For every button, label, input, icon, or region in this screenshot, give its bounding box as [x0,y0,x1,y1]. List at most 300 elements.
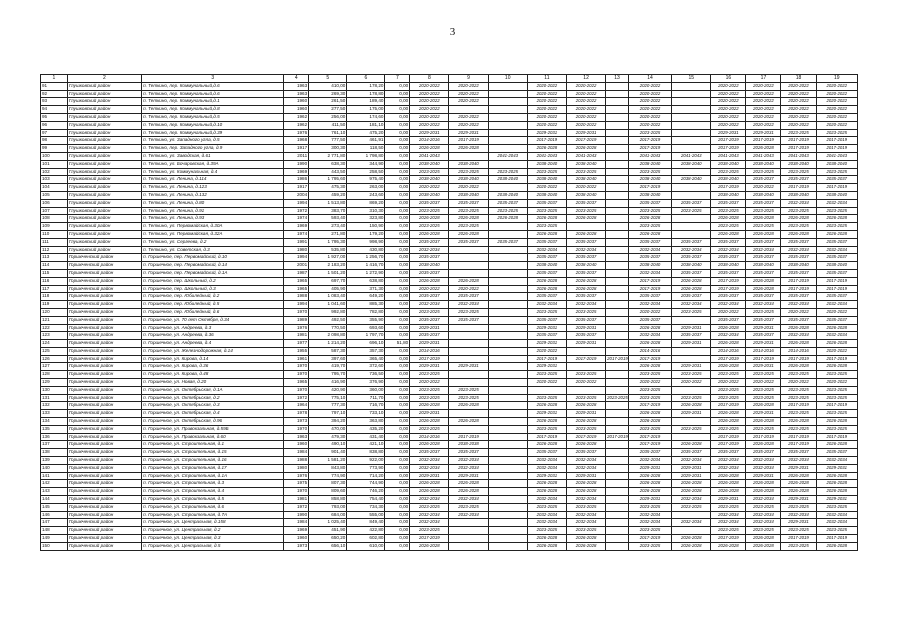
table-cell: 2020-2022 [711,90,746,98]
table-cell: 0,00 [385,394,410,402]
table-cell: 744,90 [347,480,385,488]
table-cell: Горшеченский район [67,332,141,340]
table-cell: 2017-2019 [816,535,857,543]
table-cell: 0,00 [385,480,410,488]
table-cell: 2020-2022 [781,379,816,387]
table-cell [606,223,629,231]
table-cell: 1960 [284,106,309,114]
table-cell: 2017-2019 [781,285,816,293]
table-cell [488,425,527,433]
table-cell: 1 025,40 [309,519,347,527]
table-cell: 2023-2025 [488,207,527,215]
table-cell [488,464,527,472]
table-cell: 94 [41,106,68,114]
table-cell: 1972 [284,394,309,402]
table-cell: 2020-2022 [711,379,746,387]
table-cell: 2026-2028 [746,230,781,238]
table-cell: 2014-2016 [781,347,816,355]
table-cell: 96 [41,121,68,129]
table-cell: 2035-2037 [628,316,671,324]
table-cell: 2023-2025 [449,207,488,215]
table-cell: 2032-2034 [672,496,711,504]
table-cell: 1970 [284,386,309,394]
table-cell: 734,30 [347,503,385,511]
table-cell: 2017-2019 [711,137,746,145]
table-cell: п. Горшечное, ул. Строительная, д.7А [142,511,284,519]
table-cell: 0,00 [385,277,410,285]
table-cell: 147 [41,519,68,527]
table-cell: 0,00 [385,355,410,363]
table-cell: 125 [41,347,68,355]
table-cell: 0,00 [385,113,410,121]
table-cell: п. Теткино, ул. Ленина, д.123 [142,184,284,192]
table-cell: 2023-2025 [816,168,857,176]
table-cell: п. Теткино, ул. Сергеева, д.2 [142,238,284,246]
table-cell: 150,90 [347,223,385,231]
table-cell: 2017-2019 [746,433,781,441]
table-cell: 2026-2028 [711,340,746,348]
table-cell [672,386,711,394]
table-cell: 2038-2040 [746,160,781,168]
table-cell: 2026-2028 [781,480,816,488]
table-cell: 2032-2034 [781,332,816,340]
table-cell: 2020-2022 [566,379,605,387]
table-cell [672,191,711,199]
table-cell: 593,40 [309,215,347,223]
table-cell: 142 [41,480,68,488]
table-cell [672,129,711,137]
table-cell [606,316,629,324]
table-cell: Горшеченский район [67,293,141,301]
table-cell [606,347,629,355]
table-row [41,269,858,277]
table-row [41,262,858,270]
table-cell: 2038-2040 [527,262,566,270]
table-cell: 2032-2034 [628,246,671,254]
table-cell: 310,30 [347,207,385,215]
table-cell: 2023-2025 [410,223,449,231]
table-row [41,480,858,488]
table-cell: 0,00 [385,542,410,550]
column-header: 12 [566,75,605,83]
table-cell: 2035-2037 [816,449,857,457]
table-cell: 135 [41,425,68,433]
table-cell: 1976 [284,129,309,137]
table-cell: 2038-2040 [410,160,449,168]
table-cell [606,535,629,543]
table-cell: 0,00 [385,254,410,262]
table-cell: 2032-2034 [816,457,857,465]
table-cell: 2038-2040 [527,176,566,184]
table-cell: 2029-2031 [672,410,711,418]
table-cell: 2041-2043 [781,152,816,160]
table-cell: 2023-2025 [449,394,488,402]
table-cell: 2029-2031 [410,340,449,348]
table-cell: 885,30 [347,301,385,309]
table-cell: п. Теткино, ул. Ленина, д.80 [142,199,284,207]
table-cell [488,410,527,418]
table-cell: Горшеченский район [67,418,141,426]
table-cell: Глушковский район [67,137,141,145]
table-cell [606,332,629,340]
table-cell: 2032-2034 [781,301,816,309]
table-row [41,230,858,238]
table-cell: 2026-2028 [746,542,781,550]
table-cell: 733,10 [347,410,385,418]
table-cell: 2035-2037 [410,254,449,262]
table-cell: Глушковский район [67,98,141,106]
table-cell [488,137,527,145]
table-cell: 2020-2022 [781,82,816,90]
table-cell [606,262,629,270]
table-cell [606,207,629,215]
table-cell: 2026-2028 [527,215,566,223]
table-cell: 2023-2025 [566,394,605,402]
table-cell: 2017-2019 [628,433,671,441]
table-cell: 2020-2022 [566,90,605,98]
table-cell: 2035-2037 [566,293,605,301]
table-cell: Горшеченский район [67,285,141,293]
table-cell [488,379,527,387]
table-cell [449,324,488,332]
table-cell: 1 041,60 [309,301,347,309]
column-header: 14 [628,75,671,83]
table-cell: 2029-2031 [628,496,671,504]
table-cell: 2017-2019 [816,145,857,153]
table-cell: 2017-2019 [711,402,746,410]
table-cell: 2032-2034 [711,246,746,254]
table-cell: 2026-2028 [746,480,781,488]
table-cell: 2020-2022 [566,98,605,106]
table-cell: 2035-2037 [781,176,816,184]
table-cell: 696,10 [347,340,385,348]
table-cell: 2026-2028 [628,363,671,371]
table-cell: 650,20 [309,535,347,543]
table-cell: 2038-2040 [566,191,605,199]
table-cell: 2032-2034 [781,246,816,254]
table-cell [672,106,711,114]
table-cell: 140 [41,464,68,472]
table-cell [606,238,629,246]
table-cell: п. Горшечное, ул. Кирова, д.36 [142,363,284,371]
table-cell: 2023-2025 [449,503,488,511]
table-cell: 2026-2028 [746,277,781,285]
table-cell: 843,80 [309,464,347,472]
table-cell: 2026-2028 [711,363,746,371]
table-cell [606,441,629,449]
table-cell: 2026-2028 [711,230,746,238]
table-cell [488,301,527,309]
table-cell: п. Теткино, ул. Коммунальная, д.4 [142,168,284,176]
table-cell: 2023-2025 [816,527,857,535]
table-cell: 2026-2028 [746,535,781,543]
table-cell: 2023-2025 [410,207,449,215]
table-cell: 2035-2037 [566,449,605,457]
table-cell: 2032-2034 [410,511,449,519]
table-cell: 2035-2037 [711,316,746,324]
table-cell [488,457,527,465]
table-cell: 2026-2028 [711,418,746,426]
table-cell: 2023-2025 [816,207,857,215]
table-cell [606,90,629,98]
table-cell [488,488,527,496]
table-cell: 2023-2025 [781,371,816,379]
table-cell: 2026-2028 [672,277,711,285]
table-cell: Горшеченский район [67,527,141,535]
table-cell: 2035-2037 [746,332,781,340]
table-cell: 372,60 [347,363,385,371]
table-cell: 243,60 [347,191,385,199]
table-cell: 1 513,80 [309,199,347,207]
table-row [41,332,858,340]
table-cell: 2038-2040 [410,262,449,270]
table-cell: 1 214,20 [309,340,347,348]
table-cell: 2038-2040 [628,176,671,184]
table-cell: 269,30 [309,90,347,98]
table-cell: п. Горшечное, ул. Строительная, д.6 [142,503,284,511]
table-cell: 770,50 [309,324,347,332]
table-cell: 2020-2022 [816,379,857,387]
table-cell [606,496,629,504]
table-cell: 2032-2034 [746,246,781,254]
table-cell: 2038-2040 [527,160,566,168]
table-cell: 2026-2028 [566,441,605,449]
table-cell: 2026-2028 [816,472,857,480]
table-cell: 0,00 [385,379,410,387]
table-cell: 2035-2037 [628,238,671,246]
table-cell [606,511,629,519]
table-cell: 2020-2022 [711,308,746,316]
table-cell: 2023-2025 [410,394,449,402]
table-cell: п. Горшечное, ул. Октябрьская, д.4 [142,410,284,418]
table-cell: 2026-2028 [566,402,605,410]
table-cell: Горшеченский район [67,496,141,504]
table-cell: 2041-2043 [628,152,671,160]
table-cell [672,184,711,192]
table-cell: п. Горшечное, пер. Школьный, д.2 [142,277,284,285]
table-cell: 132 [41,402,68,410]
table-cell: 2026-2028 [628,480,671,488]
table-cell: 2017-2019 [711,184,746,192]
table-cell: 2017-2019 [781,441,816,449]
table-cell: 2032-2034 [628,332,671,340]
table-cell: 2038-2040 [781,191,816,199]
table-cell: 2020-2022 [746,121,781,129]
table-cell: Глушковский район [67,238,141,246]
table-cell: 2014-2016 [711,347,746,355]
table-cell: 2017-2019 [628,441,671,449]
table-cell: 2023-2025 [672,207,711,215]
table-cell [606,480,629,488]
table-cell: Горшеченский район [67,480,141,488]
table-cell: 2020-2022 [746,106,781,114]
table-cell: 2023-2025 [781,129,816,137]
table-cell: 2023-2025 [527,371,566,379]
table-cell [488,121,527,129]
table-cell: 2023-2025 [711,207,746,215]
table-cell: 2038-2040 [449,176,488,184]
table-cell: Глушковский район [67,191,141,199]
table-row [41,316,858,324]
table-cell: 2038-2040 [672,160,711,168]
table-cell: 2017-2019 [606,355,629,363]
table-cell: 2035-2037 [711,449,746,457]
table-cell: 684,00 [309,511,347,519]
table-cell: 602,80 [347,535,385,543]
table-cell: п. Горшечное, ул. Кирова, д.48 [142,371,284,379]
table-cell: 2017-2019 [816,277,857,285]
table-cell: 2023-2025 [566,371,605,379]
table-cell: 2026-2028 [746,488,781,496]
table-cell: 104 [41,184,68,192]
table-cell: п. Теткино, ул. Ленина, д.91 [142,207,284,215]
table-cell: п. Теткино, пер. Коммунальный,д.5 [142,113,284,121]
table-cell: 2020-2022 [449,90,488,98]
table-cell: п. Горшечное, пер. Первомайский, д.1А [142,269,284,277]
table-cell: 2023-2025 [746,425,781,433]
table-cell [672,316,711,324]
table-cell: 2035-2037 [410,238,449,246]
table-cell: 355,90 [347,316,385,324]
table-cell: 2020-2022 [410,90,449,98]
table-cell: 2020-2022 [628,379,671,387]
table-cell: 2026-2028 [711,215,746,223]
table-cell [449,254,488,262]
table-cell: 1964 [284,402,309,410]
table-cell: 2023-2025 [628,527,671,535]
table-cell: 1976 [284,472,309,480]
table-cell: 1960 [284,98,309,106]
table-cell: 2032-2034 [781,511,816,519]
table-cell [488,230,527,238]
table-cell: 2038-2040 [410,176,449,184]
table-cell: 178,80 [347,90,385,98]
table-cell: 2026-2028 [410,418,449,426]
table-cell [449,262,488,270]
table-cell: 2020-2022 [410,184,449,192]
table-cell [606,425,629,433]
table-cell: Горшеченский район [67,371,141,379]
table-cell: 1978 [284,410,309,418]
table-cell [606,191,629,199]
table-cell: 2026-2028 [449,230,488,238]
table-cell: 0,00 [385,184,410,192]
table-cell: 2023-2025 [410,527,449,535]
table-cell: п. Горшечное, ул. Октябрьская, д.3 [142,402,284,410]
table-cell: 1981 [284,332,309,340]
table-cell: 0,00 [385,199,410,207]
table-cell: 1988 [284,293,309,301]
table-cell [488,269,527,277]
table-cell: 1970 [284,363,309,371]
table-cell: п. Горшечное, ул. Октябрьская, д.1А [142,386,284,394]
table-row [41,472,858,480]
table-row [41,184,858,192]
table-cell [449,246,488,254]
table-cell: 2001 [284,262,309,270]
column-header: 13 [606,75,629,83]
table-cell: Горшеченский район [67,262,141,270]
table-cell: 383,70 [309,207,347,215]
table-cell: 2020-2022 [816,113,857,121]
table-cell: 2020-2022 [746,90,781,98]
table-cell: 2029-2031 [527,129,566,137]
table-cell: 2017-2019 [566,433,605,441]
table-cell: 2017-2019 [781,433,816,441]
table-cell: 0,00 [385,168,410,176]
table-cell: 133 [41,410,68,418]
table-cell: п. Горшечное, ул. Строительная, д.5 [142,496,284,504]
table-cell: п. Горшечное, ул. Строительная, д.1 [142,441,284,449]
table-cell [488,106,527,114]
table-cell: 1963 [284,90,309,98]
table-cell: 1970 [284,308,309,316]
table-cell: 2023-2025 [527,168,566,176]
table-header [41,75,858,83]
table-cell: 2029-2031 [410,363,449,371]
table-cell: 2020-2022 [711,106,746,114]
table-cell: 2026-2028 [527,145,566,153]
table-row [41,379,858,387]
table-cell: 2038-2040 [566,160,605,168]
table-cell: 2038-2040 [527,191,566,199]
table-cell: 2032-2034 [566,246,605,254]
table-cell: 809,60 [309,488,347,496]
table-cell [672,355,711,363]
table-cell: п. Горшечное, ул. Андреева, д.36 [142,332,284,340]
table-cell: Горшеченский район [67,386,141,394]
table-cell: 122 [41,324,68,332]
table-cell [606,230,629,238]
table-cell: 2023-2025 [628,223,671,231]
table-cell: 2035-2037 [410,293,449,301]
table-cell: 258,50 [347,168,385,176]
table-cell [449,542,488,550]
table-cell: 2023-2025 [672,371,711,379]
table-cell [606,160,629,168]
table-cell: 1994 [284,199,309,207]
table-cell: Горшеченский район [67,301,141,309]
table-cell: 2020-2022 [816,82,857,90]
table-cell: 2041-2043 [672,152,711,160]
table-cell: 1984 [284,449,309,457]
table-row [41,425,858,433]
table-cell: 2038-2040 [628,160,671,168]
table-cell: 0,00 [385,519,410,527]
table-cell: 2029-2031 [672,464,711,472]
table-cell: 2017-2019 [711,355,746,363]
table-cell: 2017-2019 [711,433,746,441]
table-cell: 1986 [284,176,309,184]
table-cell: п. Теткино, ул. Первомайская, д.32А [142,230,284,238]
header-row [41,75,858,83]
table-cell: 2035-2037 [410,316,449,324]
table-cell: 2026-2028 [711,472,746,480]
table-cell: 2026-2028 [449,480,488,488]
table-cell: 2026-2028 [781,472,816,480]
table-cell: 2017-2019 [606,433,629,441]
table-cell: 2029-2031 [449,129,488,137]
table-cell: 2023-2025 [628,386,671,394]
table-cell: 2023-2025 [711,394,746,402]
table-cell: 697,70 [309,277,347,285]
table-row [41,145,858,153]
table-cell [606,503,629,511]
table-cell: 2011 [284,152,309,160]
table-cell: 2020-2022 [566,106,605,114]
table-cell [672,433,711,441]
table-cell: Горшеченский район [67,425,141,433]
